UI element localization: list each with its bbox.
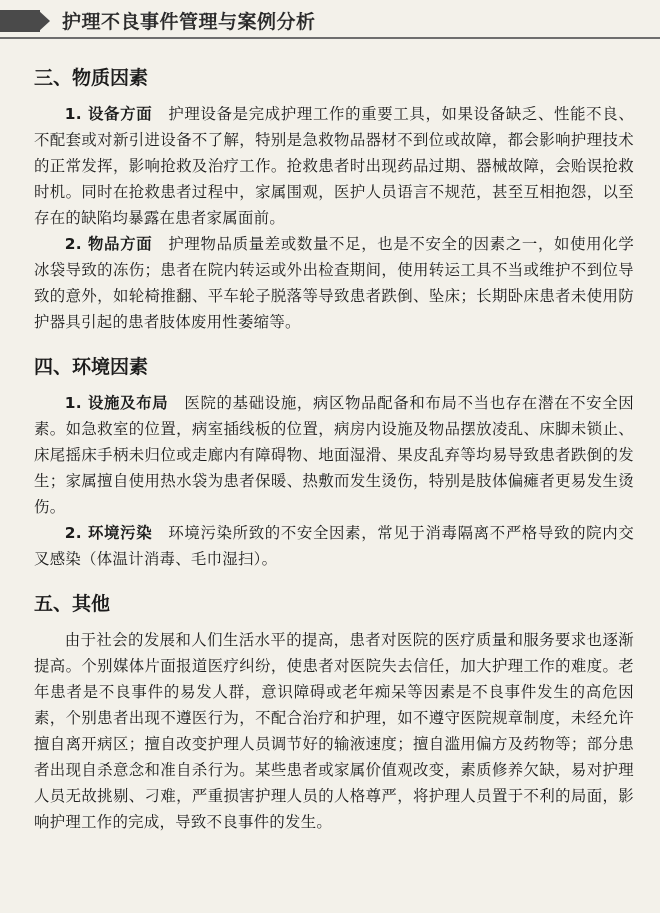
paragraph-other: 由于社会的发展和人们生活水平的提高，患者对医院的医疗质量和服务要求也逐渐提高。个别媒体片面报道医疗纠纷，使患者对医院失去信任，加大护理工作的难度。老年患者是不良事件的易发人群，意识障碍或老年痴呆等因素是不良事件发生的高危因素，个别患者出现不遵医行为，不配合治疗和护理，如不遵守医院规章制度，未经允许擅自离开病区；擅自改变护理人员调节好的输液速度；擅自滥用偏方及药物等；部分患者出现自杀意念和准自杀行为。某些患者或家属价值观改变，素质修养欠缺，易对护理人员无故挑剔、刁难，严重损害护理人员的人格尊严，将护理人员置于不利的局面，影响护理工作的完成，导致不良事件的发生。 — [34, 631, 634, 831]
header-arrow-decoration — [38, 10, 50, 32]
subheading-equipment: 1. 设备方面 — [64, 105, 153, 123]
paragraph-equipment-text: 护理设备是完成护理工作的重要工具，如果设备缺乏、性能不良、不配套或对新引进设备不了解，特别是急救物品器材不到位或故障，都会影响护理技术的正常发挥，影响抢救及治疗工作。抢救患者时出现药品过期、器械故障，会贻误抢救时机。同时在抢救患者过程中，家属围观，医护人员语言不规范，甚至互相抱怨，以至存在的缺陷均暴露在患者家属面前。 — [34, 105, 635, 227]
section-heading-environment-factors: 四、环境因素 — [34, 356, 149, 378]
page-body — [34, 66, 634, 835]
section-heading-material-factors: 三、物质因素 — [34, 67, 149, 89]
paragraph-facilities-layout — [34, 390, 634, 520]
header-bar-decoration — [0, 10, 40, 32]
subheading-environment-pollution: 2. 环境污染 — [64, 524, 153, 542]
paragraph-supplies — [34, 231, 634, 335]
page-header — [0, 0, 660, 40]
section-heading-other: 五、其他 — [34, 593, 111, 615]
subheading-supplies: 2. 物品方面 — [64, 235, 153, 253]
paragraph-equipment — [34, 101, 634, 231]
subheading-facilities-layout: 1. 设施及布局 — [64, 394, 169, 412]
paragraph-environment-pollution — [34, 520, 634, 572]
header-rule — [0, 37, 660, 39]
paragraph-facilities-layout-text: 医院的基础设施，病区物品配备和布局不当也存在潜在不安全因素。如急救室的位置，病室插线板的位置，病房内设施及物品摆放凌乱、床脚未锁止、床尾摇床手柄未归位或走廊内有障碍物、地面湿滑、果皮乱弃等均易导致患者跌倒的发生；家属擅自使用热水袋为患者保暖、热敷而发生烫伤，特别是肢体偏瘫者更易发生烫伤。 — [34, 394, 634, 516]
running-header-title: 护理不良事件管理与案例分析 — [62, 11, 316, 33]
paragraph-supplies-text: 护理物品质量差或数量不足，也是不安全的因素之一，如使用化学冰袋导致的冻伤；患者在院内转运或外出检查期间，使用转运工具不当或维护不到位导致的意外，如轮椅推翻、平车轮子脱落等导致患者跌倒、坠床；长期卧床患者未使用防护器具引起的患者肢体废用性萎缩等。 — [34, 235, 635, 331]
paragraph-environment-pollution-text: 环境污染所致的不安全因素，常见于消毒隔离不严格导致的院内交叉感染（体温计消毒、毛巾湿扫）。 — [34, 524, 635, 568]
